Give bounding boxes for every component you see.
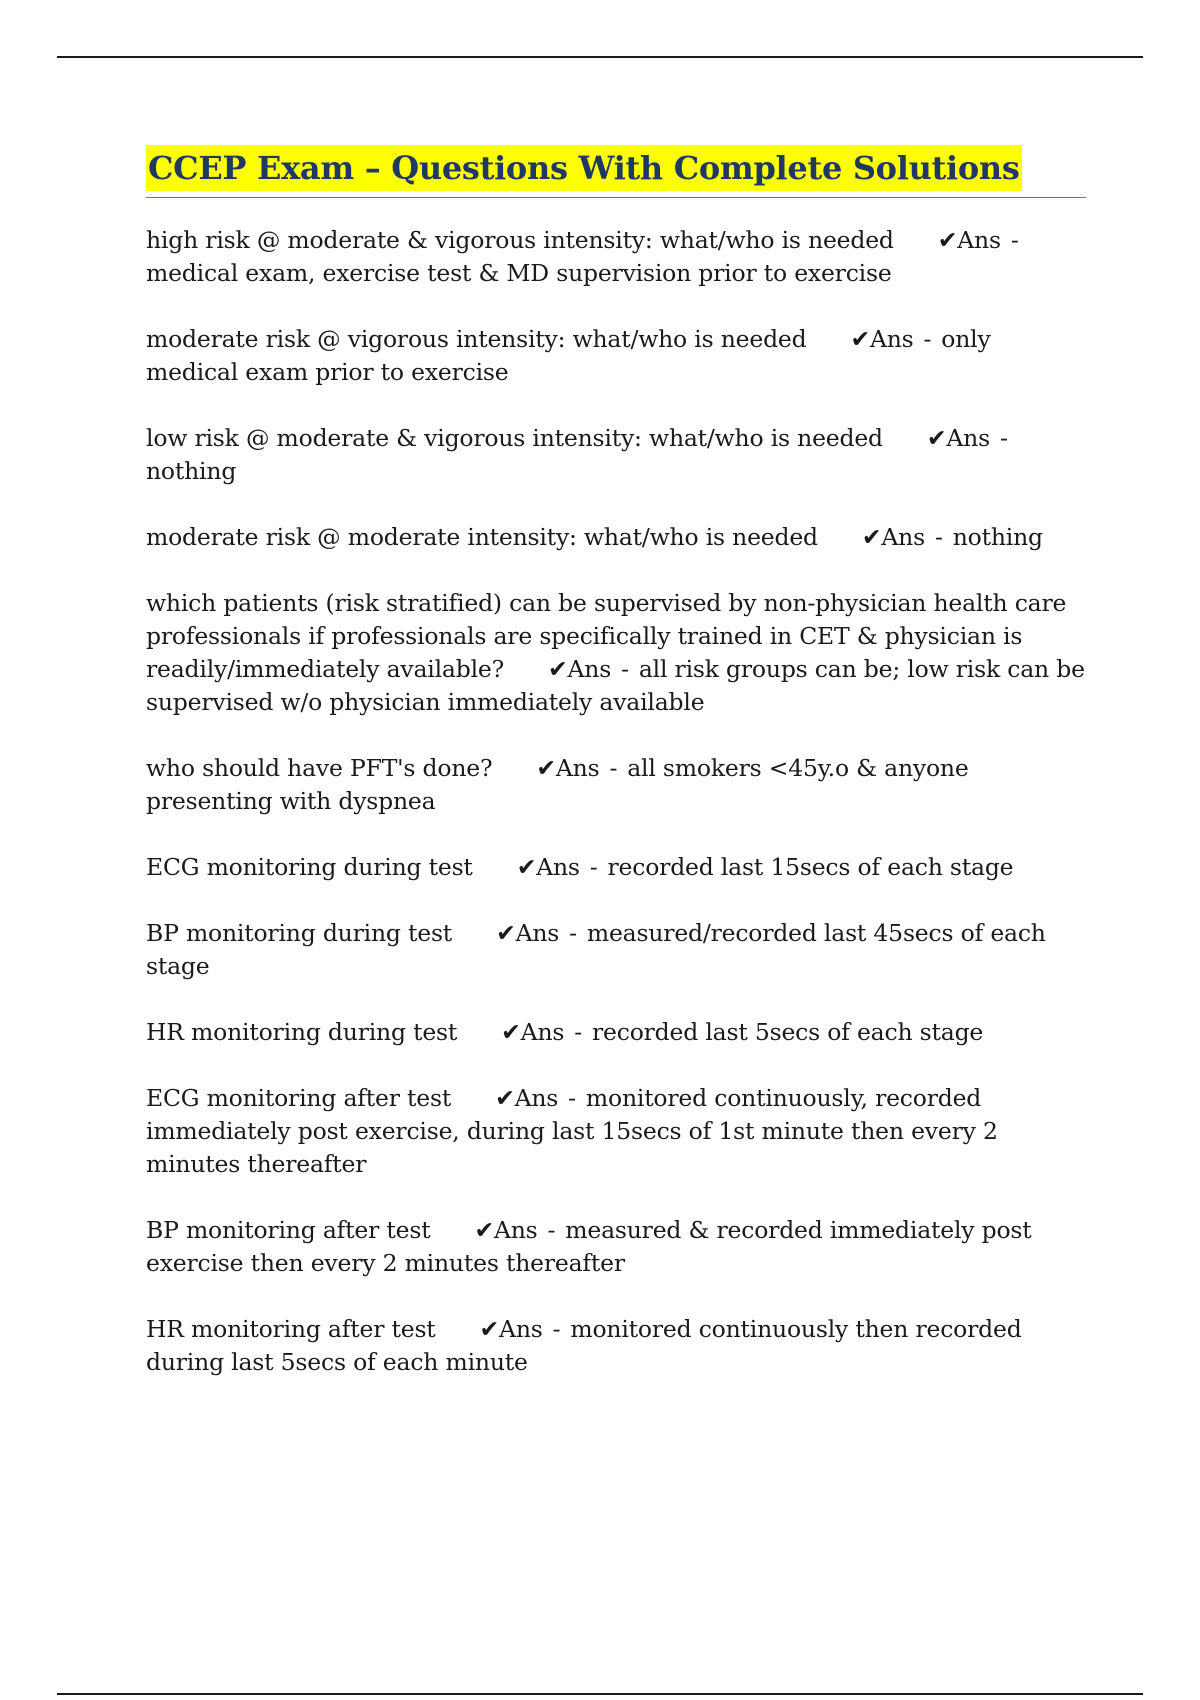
answer-separator: - xyxy=(609,754,618,782)
checkmark-icon: ✔ xyxy=(926,424,947,452)
checkmark-icon: ✔ xyxy=(937,226,958,254)
question-text: low risk @ moderate & vigorous intensity: what/who is needed xyxy=(146,424,883,452)
qa-item xyxy=(146,224,1086,290)
answer-label: Ans xyxy=(514,1084,559,1112)
answer-separator: - xyxy=(568,1084,576,1112)
checkmark-icon: ✔ xyxy=(850,325,870,353)
qa-item xyxy=(146,323,1086,389)
answer-label: Ans xyxy=(515,919,560,947)
answer-separator: - xyxy=(923,325,932,353)
checkmark-icon: ✔ xyxy=(495,1084,515,1112)
answer-text: recorded last 15secs of each stage xyxy=(607,853,1014,881)
answer-label: Ans xyxy=(567,655,612,683)
answer-separator: - xyxy=(569,919,577,947)
answer-separator: - xyxy=(999,424,1008,452)
answer-separator: - xyxy=(934,523,943,551)
answer-label: Ans xyxy=(881,523,925,551)
answer-label: Ans xyxy=(520,1018,565,1046)
answer-separator: - xyxy=(547,1216,556,1244)
answer-text: measured/recorded last 45secs of each stage xyxy=(146,919,1046,980)
answer-label: Ans xyxy=(493,1216,538,1244)
answer-text: nothing xyxy=(146,457,237,485)
answer-label: Ans xyxy=(555,754,600,782)
answer-text: monitored continuously, recorded immediately post exercise, during last 15secs of 1st minute then every 2 minutes thereafter xyxy=(146,1084,998,1178)
answer-text: measured & recorded immediately post exercise then every 2 minutes thereafter xyxy=(146,1216,1032,1277)
qa-item xyxy=(146,1082,1086,1181)
question-text: BP monitoring during test xyxy=(146,919,453,947)
checkmark-icon: ✔ xyxy=(479,1315,500,1343)
document-body xyxy=(146,145,1086,1412)
header-rule xyxy=(57,56,1143,58)
qa-list xyxy=(146,224,1086,1379)
qa-item xyxy=(146,521,1086,554)
answer-separator: - xyxy=(1010,226,1019,254)
qa-item xyxy=(146,422,1086,488)
question-text: who should have PFT's done? xyxy=(146,754,493,782)
checkmark-icon: ✔ xyxy=(861,523,882,551)
answer-text: all smokers <45y.o & anyone presenting with dyspnea xyxy=(146,754,969,815)
checkmark-icon: ✔ xyxy=(501,1018,521,1046)
qa-item xyxy=(146,1214,1086,1280)
question-text: BP monitoring after test xyxy=(146,1216,431,1244)
answer-separator: - xyxy=(589,853,598,881)
question-text: moderate risk @ moderate intensity: what/who is needed xyxy=(146,523,818,551)
question-text: ECG monitoring during test xyxy=(146,853,473,881)
answer-text: all risk groups can be; low risk can be supervised w/o physician immediately available xyxy=(146,655,1085,716)
qa-item xyxy=(146,587,1086,719)
answer-separator: - xyxy=(574,1018,582,1046)
answer-label: Ans xyxy=(499,1315,543,1343)
question-text: ECG monitoring after test xyxy=(146,1084,452,1112)
qa-item xyxy=(146,1313,1086,1379)
question-text: which patients (risk stratified) can be supervised by non-physician health care professionals if professionals are specifically trained in CET & physician is readily/immediately available? xyxy=(146,589,1067,683)
footer-rule xyxy=(57,1693,1143,1695)
qa-item xyxy=(146,752,1086,818)
question-text: HR monitoring after test xyxy=(146,1315,436,1343)
answer-label: Ans xyxy=(536,853,580,881)
answer-text: medical exam, exercise test & MD supervision prior to exercise xyxy=(146,259,892,287)
checkmark-icon: ✔ xyxy=(536,754,556,782)
answer-separator: - xyxy=(552,1315,561,1343)
question-text: HR monitoring during test xyxy=(146,1018,458,1046)
title-block xyxy=(146,145,1086,198)
question-text: high risk @ moderate & vigorous intensity: what/who is needed xyxy=(146,226,894,254)
answer-label: Ans xyxy=(957,226,1001,254)
answer-label: Ans xyxy=(869,325,914,353)
qa-item xyxy=(146,851,1086,884)
qa-item xyxy=(146,1016,1086,1049)
answer-text: nothing xyxy=(952,523,1043,551)
checkmark-icon: ✔ xyxy=(474,1216,494,1244)
answer-text: monitored continuously then recorded during last 5secs of each minute xyxy=(146,1315,1022,1376)
checkmark-icon: ✔ xyxy=(516,853,537,881)
answer-label: Ans xyxy=(946,424,990,452)
question-text: moderate risk @ vigorous intensity: what/who is needed xyxy=(146,325,807,353)
answer-text: only medical exam prior to exercise xyxy=(146,325,991,386)
answer-separator: - xyxy=(621,655,629,683)
document-title: CCEP Exam – Questions With Complete Solutions xyxy=(146,145,1022,191)
answer-text: recorded last 5secs of each stage xyxy=(592,1018,984,1046)
checkmark-icon: ✔ xyxy=(496,919,516,947)
checkmark-icon: ✔ xyxy=(548,655,568,683)
qa-item xyxy=(146,917,1086,983)
